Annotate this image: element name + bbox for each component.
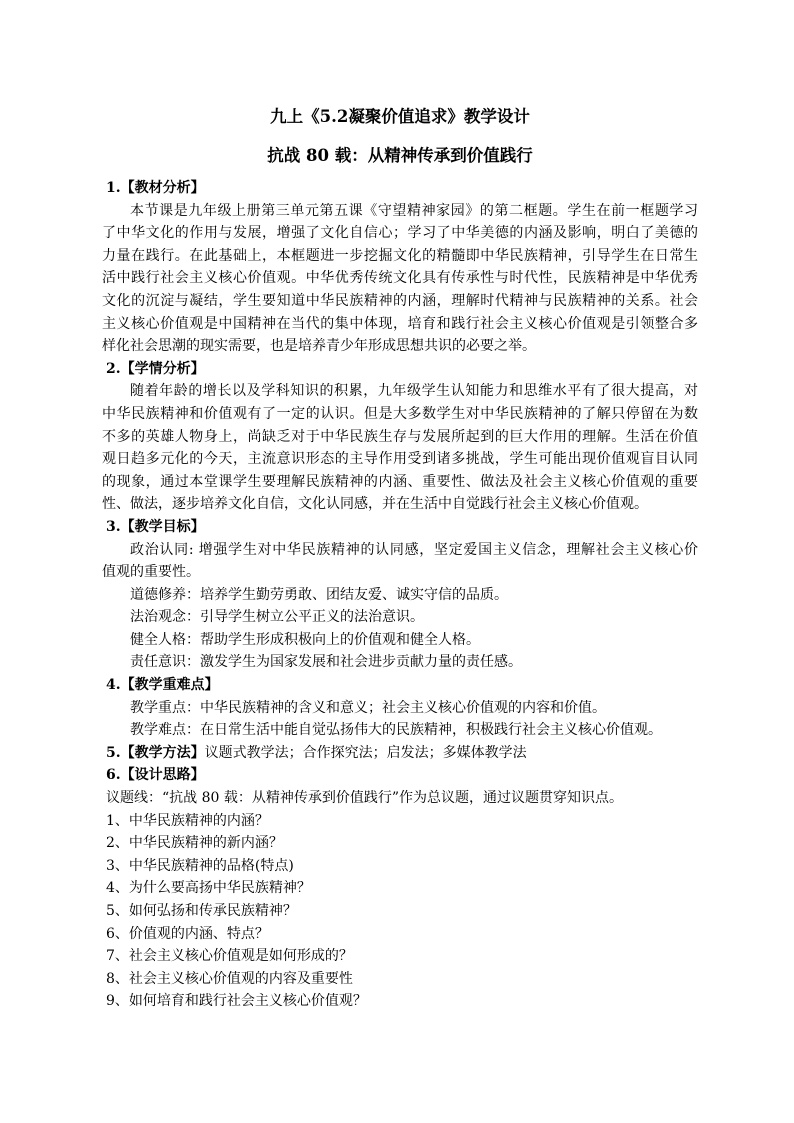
section-heading-student-analysis: 2.【学情分析】 xyxy=(106,360,205,377)
paragraph-line: 活中践行社会主义核心价值观。中华优秀传统文化具有传承性与时代性，民族精神是中华优秀 xyxy=(102,270,698,287)
objective-line: 健全人格：帮助学生形成积极向上的价值观和健全人格。 xyxy=(130,631,480,648)
section-heading-teaching-methods: 5.【教学方法】 xyxy=(106,744,205,761)
objective-line: 法治观念：引导学生树立公平正义的法治意识。 xyxy=(130,609,424,626)
paragraph-line: 样化社会思潮的现实需要，也是培养青少年形成思想共识的必要之举。 xyxy=(102,338,536,355)
paragraph-line: 了中华文化的作用与发展，增强了文化自信心；学习了中华美德的内涵及影响，明白了美德的 xyxy=(102,225,698,242)
objective-line: 政治认同: 增强学生对中华民族精神的认同感，坚定爱国主义信念，理解社会主义核心价 xyxy=(130,541,698,558)
list-item: 4、为什么要高扬中华民族精神？ xyxy=(106,880,311,897)
section-heading-key-points: 4.【教学重难点】 xyxy=(106,677,219,694)
list-item: 5、如何弘扬和传承民族精神？ xyxy=(106,903,297,919)
section-heading-textbook-analysis: 1.【教材分析】 xyxy=(106,180,205,196)
paragraph-line: 文化的沉淀与凝结，学生要知道中华民族精神的内涵，理解时代精神与民族精神的关系。社会 xyxy=(102,292,698,309)
list-item: 6、价值观的内涵、特点？ xyxy=(106,925,269,942)
objective-line: 责任意识：激发学生为国家发展和社会进步贡献力量的责任感。 xyxy=(130,654,522,671)
section-heading-teaching-objectives: 3.【教学目标】 xyxy=(106,518,205,535)
list-item: 3、中华民族精神的品格(特点) xyxy=(106,857,294,874)
teaching-methods-line xyxy=(102,742,698,765)
document-body xyxy=(102,177,698,1013)
list-item: 2、中华民族精神的新内涵？ xyxy=(106,835,283,852)
document-subtitle: 抗战 80 载：从精神传承到价值践行 xyxy=(267,146,533,165)
paragraph-line: 主义核心价值观是中国精神在当代的集中体现，培育和践行社会主义核心价值观是引领整合多 xyxy=(102,315,698,332)
paragraph-line: 本节课是九年级上册第三单元第五课《守望精神家园》的第二框题。学生在前一框题学习 xyxy=(130,202,698,219)
paragraph-line: 力量在践行。在此基础上，本框题进一步挖掘文化的精髓即中华民族精神，引导学生在日常生 xyxy=(102,247,698,264)
paragraph-line: 观日趋多元化的今天，主流意识形态的主导作用受到诸多挑战，学生可能出现价值观盲目认同 xyxy=(102,451,698,468)
list-item: 9、如何培育和践行社会主义核心价值观？ xyxy=(106,993,367,1010)
objective-line: 值观的重要性。 xyxy=(102,564,200,581)
teaching-methods-text: 议题式教学法；合作探究法；启发法；多媒体教学法 xyxy=(204,744,527,761)
objective-line: 道德修养：培养学生勤劳勇敢、团结友爱、诚实守信的品质。 xyxy=(130,586,508,603)
paragraph-line: 随着年龄的增长以及学科知识的积累，九年级学生认知能力和思维水平有了很大提高，对 xyxy=(130,383,698,400)
paragraph-line: 性、做法，逐步培养文化自信，文化认同感，并在生活中自觉践行社会主义核心价值观。 xyxy=(102,496,648,513)
document-title: 九上《5.2凝聚价值追求》教学设计 xyxy=(270,107,530,126)
key-point-line: 教学重点：中华民族精神的含义和意义；社会主义核心价值观的内容和价值。 xyxy=(130,699,606,716)
paragraph-line: 的现象，通过本堂课学生要理解民族精神的内涵、重要性、做法及社会主义核心价值观的重要 xyxy=(102,473,698,490)
list-item: 1、中华民族精神的内涵？ xyxy=(106,812,269,829)
list-item: 7、社会主义核心价值观是如何形成的？ xyxy=(106,948,353,965)
section-heading-design-ideas: 6.【设计思路】 xyxy=(106,767,205,784)
paragraph-line: 不多的英雄人物身上，尚缺乏对于中华民族生存与发展所起到的巨大作用的理解。生活在价值 xyxy=(102,428,698,445)
list-item: 8、社会主义核心价值观的内容及重要性 xyxy=(106,970,353,987)
document-page xyxy=(102,106,698,1013)
paragraph-line: 中华民族精神和价值观有了一定的认识。但是大多数学生对中华民族精神的了解只停留在为数 xyxy=(102,405,698,422)
design-intro-line: 议题线：“抗战 80 载：从精神传承到价值践行”作为总议题，通过议题贯穿知识点。 xyxy=(106,790,624,807)
key-point-line: 教学难点：在日常生活中能自觉弘扬伟大的民族精神，积极践行社会主义核心价值观。 xyxy=(130,722,662,739)
